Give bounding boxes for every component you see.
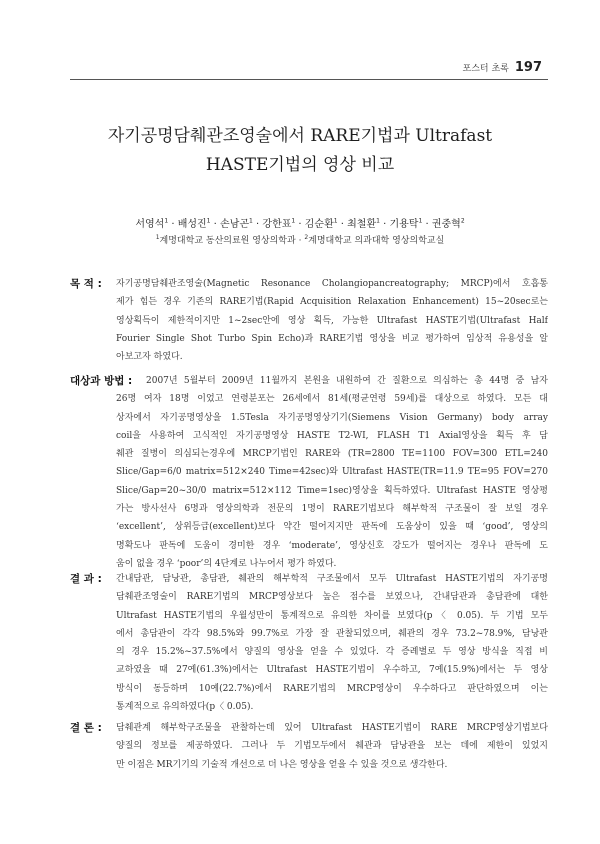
body-line: 26명 여자 18명 이었고 연령분포는 26세에서 81세(평균연령 59세)를 대상으로 하였다. 모든 대: [116, 394, 548, 405]
body-line: 의 경우 15.2%~37.5%에서 양질의 영상을 얻을 수 있었다. 각 증례별로 두 영상 방식을 직접 비: [116, 647, 548, 658]
body-line: 제가 힘든 경우 기존의 RARE기법(Rapid Acquisition Relaxation Enhancement) 15~20sec로는: [116, 297, 548, 308]
body-line: 움이 없을 경우 ‘poor’의 4단계로 나누어서 평가 하였다.: [116, 558, 337, 569]
body-line: 교하였을 때 27예(61.3%)에서는 Ultrafast HASTE기법이 우수하고, 7예(15.9%)에서는 두 영상: [116, 665, 548, 676]
body-line: ‘excellent’, 상위등급(excellent)보다 약간 떨어지지만 판독에 도움상이 있을 때 ‘good’, 영상의: [116, 522, 548, 533]
body-line: 췌관 질병이 의심되는경우에 MRCP기법인 RARE와 (TR=2800 TE=1100 FOV=300 ETL=240: [116, 449, 548, 460]
body-line: Ultrafast HASTE기법의 우월성만이 통계적으로 유의한 차이를 보였다(p〈 0.05). 두 기법 모두: [116, 610, 548, 621]
author-list: 서영석$^1$ · 배성진$^1$ · 손남곤$^1$ · 강한표$^1$ · 김순환$^1$ · 최철환$^1$ · 기용탁$^1$ · 권중혁$^2$: [135, 217, 465, 230]
body-line: 2007년 5월부터 2009년 11월까지 본원을 내원하여 간 질환으로 의심하는 총 44명 중 남자: [146, 376, 548, 386]
section-body: [146, 372, 548, 390]
body-line: coil을 사용하여 고식적인 자기공명영상 HASTE T2-WI, FLASH T1 Axial영상을 획득 후 담: [116, 430, 548, 441]
affiliations: $^1$계명대학교 동산의료원 영상의학과 · $^2$계명대학교 의과대학 영상의학교실: [155, 234, 445, 246]
section-body: [116, 719, 548, 774]
author: 권중혁$^2$: [431, 217, 465, 230]
page-header: [463, 60, 542, 75]
title-line: HASTE기법의 영상 비교: [205, 155, 395, 175]
section-label: 결 론 :: [70, 722, 102, 734]
body-line: Fourier Single Shot Turbo Spin Echo)과 RARE기법 영상을 비교 평가하여 임상적 유용성을 알: [116, 333, 548, 344]
body-line: 담췌관계 해부학구조물을 관찰하는데 있어 Ultrafast HASTE기법이 RARE MRCP영상기법보다: [116, 723, 548, 733]
author: 서영석$^1$: [135, 217, 169, 230]
author: 손남곤$^1$: [220, 217, 253, 230]
section-body: [116, 570, 548, 716]
header-rule: [70, 79, 548, 80]
body-line: 간내담관, 담낭관, 총담관, 췌관의 해부학적 구조물에서 모두 Ultrafast HASTE기법의 자기공명: [116, 574, 548, 584]
body-line: 방식이 동등하며 10예(22.7%)에서 RARE기법의 MRCP영상이 우수하다고 판단하였으며 이는: [116, 683, 548, 694]
body-line: 통계적으로 유의하였다(p〈 0.05).: [116, 702, 254, 713]
body-line: 상자에서 자기공명영상을 1.5Tesla 자기공명영상기기(Siemens Vision Germany) body array: [116, 412, 548, 423]
author: 강한표$^1$: [262, 217, 296, 230]
section-body: [116, 390, 548, 573]
section-body: [116, 275, 548, 366]
page-number: 197: [514, 60, 542, 75]
body-line: 만 이점은 MR기기의 기술적 개선으로 더 나은 영상을 얻을 수 있을 것으로 생각한다.: [116, 759, 448, 770]
author: 배성진$^1$: [177, 217, 211, 230]
section-label: 결 과 :: [70, 573, 102, 585]
body-line: 양질의 정보를 제공하였다. 그러나 두 기법모두에서 췌관과 담낭관을 보는 데에 제한이 있었지: [116, 741, 548, 752]
body-line: 아보고자 하였다.: [116, 352, 183, 363]
author: 최철환$^1$: [347, 217, 380, 230]
author: 김순환$^1$: [304, 217, 338, 230]
title-line: 자기공명담췌관조영술에서 RARE기법과 Ultrafast: [107, 126, 493, 146]
body-line: 에서 총담관이 각각 98.5%와 99.7%로 가장 잘 관찰되었으며, 췌관의 경우 73.2~78.9%, 담낭관: [116, 628, 548, 639]
body-line: Slice/Gap=20~30/0 matrix=512×112 Time=1sec)영상을 획득하였다. Ultrafast HASTE 영상평: [116, 485, 548, 496]
paper-title: [60, 122, 540, 180]
body-line: 명확도나 판독에 도움이 경미한 경우 ‘moderate’, 영상신호 강도가 떨어지는 경우나 판독에 도: [116, 540, 548, 551]
body-line: 담췌관조영술이 RARE기법의 MRCP영상보다 높은 점수를 보였으나, 간내담관과 총담관에 대한: [116, 592, 548, 603]
section-label: 목 적 :: [70, 278, 102, 290]
body-line: 영상획득이 제한적이지만 1~2sec안에 영상 획득, 가능한 Ultrafast HASTE기법(Ultrafast Half: [116, 315, 548, 326]
body-line: Slice/Gap=6/0 matrix=512×240 Time=42sec)와 Ultrafast HASTE(TR=11.9 TE=95 FOV=270: [116, 467, 548, 478]
author: 기용탁$^1$: [389, 217, 423, 230]
body-line: 자기공명담췌관조영술(Magnetic Resonance Cholangiopancreatography; MRCP)에서 호흡통: [116, 279, 548, 289]
body-line: 가는 방사선사 6명과 영상의학과 전문의 1명이 RARE기법보다 해부학적 구조물이 잘 보일 경우: [116, 504, 548, 515]
section-label: 대상과 방법 :: [70, 375, 133, 387]
header-label: 포스터 초록: [462, 64, 509, 74]
